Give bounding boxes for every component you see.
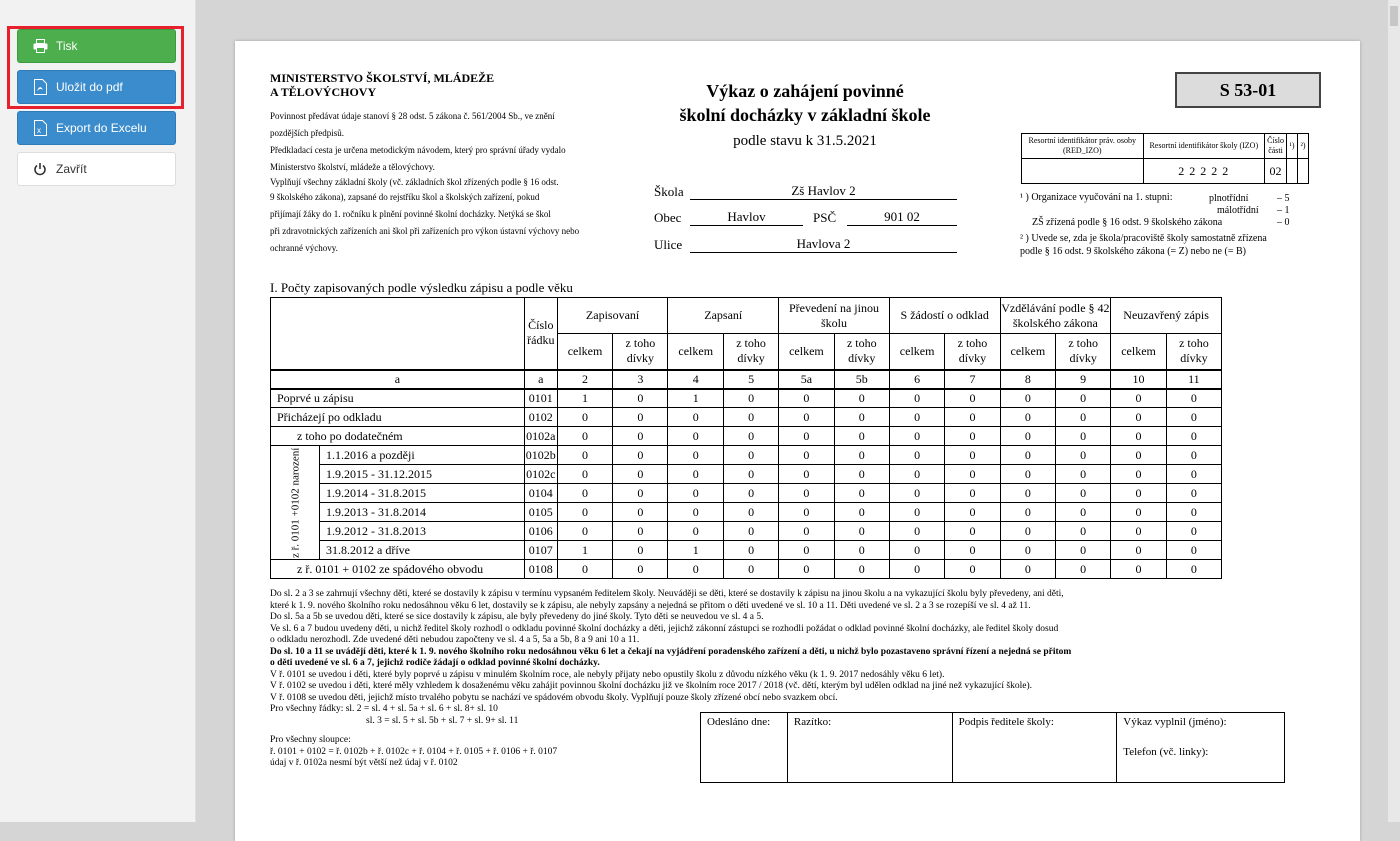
subheader-celkem: celkem <box>557 334 613 370</box>
row-code: 0108 <box>524 560 557 579</box>
instruction-line: Do sl. 2 a 3 se zahrnují všechny děti, které se dostavily k zápisu v termínu vypsaném ředitelem školy. Neuváději se děti, které se dostavily k zápisu na jinou školu a na vykazující školu byly převedeny, ani děti, <box>270 589 1064 599</box>
print-button-label: Tisk <box>56 39 78 53</box>
row-value: 0 <box>668 522 724 541</box>
subheader-celkem: celkem <box>779 334 835 370</box>
intro-line: přijímají žáky do 1. ročníku k plnění povinné školní docházky. Netýká se škol <box>270 209 551 219</box>
row-value: 0 <box>613 389 668 408</box>
row-value: 0 <box>945 541 1000 560</box>
row-value: 0 <box>1000 446 1056 465</box>
row-value: 0 <box>1111 427 1167 446</box>
row-value: 0 <box>724 503 779 522</box>
subheader-celkem: celkem <box>1000 334 1056 370</box>
column-letter: a <box>271 370 525 389</box>
page-scrollbar[interactable] <box>1388 0 1400 822</box>
instruction-line: Ve sl. 6 a 7 budou uvedeny děti, u nichž ředitel školy rozhodl o odkladu povinné školní docházky a děti, jejichž zákonní zástupci se rozhodli požádat o odklad povinné školní docházky, ale ředitel školy dosud <box>270 623 1059 634</box>
intro-line: při zdravotnických zařízeních ani škol při zařízeních pro výkon ústavní výchovy nebo <box>270 226 580 236</box>
note1-header: ¹) <box>1287 134 1298 159</box>
export-excel-label: Export do Excelu <box>56 121 147 135</box>
row-value: 0 <box>1000 503 1056 522</box>
row-value: 0 <box>613 427 668 446</box>
instruction-line: které k 1. 9. nového školního roku nedosáhnou věku 6 let, dostavily se k zápisu, ale nebyly zapsány a nejedná se přitom o děti uvedené ve sl. 10 a 11. Děti uvedené ve sl. 2 a 3 se rozepíší ve sl. 4 až 11. <box>270 600 1031 611</box>
izo-value: 2 2 2 2 2 <box>1143 159 1265 184</box>
row-code: 0106 <box>524 522 557 541</box>
row-value: 0 <box>889 503 945 522</box>
row-value: 0 <box>613 522 668 541</box>
row-value: 0 <box>834 389 889 408</box>
header-blank <box>271 298 525 370</box>
row-value: 0 <box>613 503 668 522</box>
row-value: 0 <box>1056 560 1111 579</box>
row-code: 0101 <box>524 389 557 408</box>
row-value: 0 <box>1166 560 1221 579</box>
subheader-celkem: celkem <box>889 334 945 370</box>
column-letter: 2 <box>557 370 613 389</box>
row-value: 0 <box>613 408 668 427</box>
save-pdf-label: Uložit do pdf <box>56 80 123 94</box>
row-value: 1 <box>668 541 724 560</box>
row-value: 0 <box>668 427 724 446</box>
row-value: 0 <box>1056 522 1111 541</box>
excel-file-icon <box>32 120 48 136</box>
check-line: Pro všechny řádky: sl. 2 = sl. 4 + sl. 5a + sl. 6 + sl. 8+ sl. 10 <box>270 704 498 714</box>
row-value: 0 <box>834 408 889 427</box>
signature-box <box>700 712 1285 783</box>
obec-label: Obec <box>654 210 682 225</box>
row-code: 0104 <box>524 484 557 503</box>
row-value: 0 <box>1000 389 1056 408</box>
report-subtitle: podle stavu k 31.5.2021 <box>733 133 877 149</box>
row-value: 0 <box>1166 503 1221 522</box>
row-value: 0 <box>779 484 835 503</box>
ministry-line-1: MINISTERSTVO ŠKOLSTVÍ, MLÁDEŽE <box>270 71 495 85</box>
intro-line: Předkladací cesta je určena metodickým návodem, který pro správní úřady vydalo <box>270 145 566 155</box>
row-value: 0 <box>889 484 945 503</box>
row-value: 0 <box>834 541 889 560</box>
row-value: 1 <box>668 389 724 408</box>
row-value: 0 <box>834 484 889 503</box>
svg-text:x: x <box>36 126 41 135</box>
row-value: 0 <box>1000 484 1056 503</box>
row-value: 0 <box>1000 522 1056 541</box>
ulice-value: Havlova 2 <box>690 237 957 253</box>
row-value: 0 <box>1111 560 1167 579</box>
group-header: Vzdělávání podle § 42 školského zákona <box>1000 298 1111 334</box>
skola-value: Zš Havlov 2 <box>690 184 957 200</box>
row-value: 0 <box>724 541 779 560</box>
row-value: 0 <box>668 560 724 579</box>
instruction-line: V ř. 0108 se uvedou děti, jejichž místo trvalého pobytu se nachází ve spádovém obvodu školy. Vyplňují pouze školy zřízené obcí nebo svazkem obcí. <box>270 692 838 703</box>
row-value: 0 <box>1056 408 1111 427</box>
row-value: 0 <box>889 522 945 541</box>
row-value: 0 <box>1166 522 1221 541</box>
row-value: 0 <box>1000 427 1056 446</box>
intro-line: ochranné výchovy. <box>270 243 338 253</box>
row-code: 0107 <box>524 541 557 560</box>
table-row <box>271 446 1222 465</box>
column-letter: 5b <box>834 370 889 389</box>
vykaz-cell <box>1117 713 1285 783</box>
row-label: 1.9.2012 - 31.8.2013 <box>320 522 525 541</box>
column-letter: 3 <box>613 370 668 389</box>
intro-line: Povinnost předávat údaje stanoví § 28 odst. 5 zákona č. 561/2004 Sb., ve znění <box>270 111 555 121</box>
row-value: 0 <box>1166 389 1221 408</box>
title-line-2: školní docházky v základní škole <box>679 105 931 125</box>
power-icon <box>32 161 48 177</box>
row-value: 0 <box>1056 503 1111 522</box>
row-value: 0 <box>613 446 668 465</box>
row-value: 0 <box>1166 465 1221 484</box>
izo-header: Resortní identifikátor školy (IZO) <box>1143 134 1265 159</box>
note1-value <box>1287 159 1298 184</box>
instruction-line-bold: Do sl. 10 a 11 se uvádějí děti, které k 1. 9. nového školního roku nedosáhnou věku 6 let a čekají na vyjádření poradenského zařízení a děti, u nichž bylo pozastaveno správní řízení a nejedná se přitom <box>270 646 1072 657</box>
instruction-line: V ř. 0101 se uvedou i děti, které byly poprvé u zápisu v minulém školním roce, ale nebyly přijaty nebo opustily školu z důvodu nízkého věku (k 1. 9. 2017 nedosáhly věku 6 let). <box>270 669 945 680</box>
instruction-line: o odkladu nerozhodl. Zde uvedené děti nebudou započteny ve sl. 4 a 5, 5a a 5b, 8 a 9 ani 10 a 11. <box>270 635 640 645</box>
subheader-divky: z toho dívky <box>1056 334 1111 370</box>
subheader-celkem: celkem <box>668 334 724 370</box>
instruction-line: Do sl. 5a a 5b se uvedou děti, které se sice dostavily k zápisu, ale byly převedeny do jiné školy. Tyto děti se neuvedou ve sl. 4 a 5. <box>270 612 764 622</box>
check-line: Pro všechny sloupce: <box>270 735 351 745</box>
table-row <box>271 389 1222 408</box>
group-header: Zapisovaní <box>557 298 668 334</box>
instruction-line-bold: o děti uvedené ve sl. 6 a 7, jejichž rodiče žádají o odklad povinné školní docházky. <box>270 658 600 668</box>
identifier-table <box>1021 133 1309 184</box>
row-code: 0102c <box>524 465 557 484</box>
row-value: 0 <box>1166 484 1221 503</box>
ministry-line-2: A TĚLOVÝCHOVY <box>270 85 377 99</box>
row-value: 0 <box>779 465 835 484</box>
row-value: 0 <box>1111 541 1167 560</box>
title-line-1: Výkaz o zahájení povinné <box>706 81 904 101</box>
row-value: 0 <box>668 408 724 427</box>
check-line: údaj v ř. 0102a nesmí být větší než údaj v ř. 0102 <box>270 758 458 768</box>
table-row <box>271 541 1222 560</box>
table-row <box>271 408 1222 427</box>
report-title <box>635 79 975 127</box>
column-letter: 7 <box>945 370 1000 389</box>
intro-line: Ministerstvo školství, mládeže a tělovýchovy. <box>270 162 435 172</box>
row-value: 0 <box>1056 541 1111 560</box>
row-value: 0 <box>1056 484 1111 503</box>
column-letter: 5 <box>724 370 779 389</box>
table-row <box>271 503 1222 522</box>
row-value: 0 <box>557 465 613 484</box>
row-value: 0 <box>1000 465 1056 484</box>
row-value: 0 <box>1166 541 1221 560</box>
table-row <box>271 560 1222 579</box>
row-value: 0 <box>1111 389 1167 408</box>
table-row <box>271 522 1222 541</box>
row-value: 0 <box>1111 522 1167 541</box>
row-value: 0 <box>889 541 945 560</box>
column-letter: 5a <box>779 370 835 389</box>
row-value: 1 <box>557 541 613 560</box>
cislo-radku-header: Číslo řádku <box>524 298 557 370</box>
row-value: 0 <box>724 465 779 484</box>
row-value: 0 <box>779 503 835 522</box>
row-value: 1 <box>557 389 613 408</box>
row-value: 0 <box>945 560 1000 579</box>
ulice-label: Ulice <box>654 237 683 252</box>
podpis-cell: Podpis ředitele školy: <box>952 713 1117 783</box>
row-value: 0 <box>668 465 724 484</box>
row-value: 0 <box>834 560 889 579</box>
intro-line: pozdějších předpisů. <box>270 128 344 138</box>
row-label: 31.8.2012 a dříve <box>320 541 525 560</box>
row-value: 0 <box>834 522 889 541</box>
main-table <box>270 297 1222 579</box>
org-note-plnotridni-val: – 5 <box>1277 193 1290 204</box>
row-value: 0 <box>945 446 1000 465</box>
row-value: 0 <box>889 560 945 579</box>
row-value: 0 <box>557 408 613 427</box>
row-value: 0 <box>724 427 779 446</box>
psc-value: 901 02 <box>847 210 957 226</box>
form-number: S 53-01 <box>1175 72 1321 108</box>
intro-line: 9 školského zákona), zapsané do rejstříku škol a školských zařízení, pokud <box>270 192 540 202</box>
odeslano-cell: Odesláno dne: <box>701 713 788 783</box>
column-letter: 10 <box>1111 370 1167 389</box>
row-value: 0 <box>724 389 779 408</box>
column-letter: 8 <box>1000 370 1056 389</box>
row-value: 0 <box>668 446 724 465</box>
org-note-zs-val: – 0 <box>1277 217 1290 228</box>
row-value: 0 <box>557 560 613 579</box>
row-code: 0102 <box>524 408 557 427</box>
row-value: 0 <box>1111 484 1167 503</box>
row-value: 0 <box>557 522 613 541</box>
column-letter: 6 <box>889 370 945 389</box>
row-value: 0 <box>668 503 724 522</box>
highlight-box <box>7 26 184 109</box>
section-title: I. Počty zapisovaných podle výsledku zápisu a podle věku <box>270 280 573 295</box>
row-value: 0 <box>1166 408 1221 427</box>
row-value: 0 <box>1166 446 1221 465</box>
column-letter: 9 <box>1056 370 1111 389</box>
row-value: 0 <box>889 446 945 465</box>
red-izo-value <box>1022 159 1144 184</box>
row-value: 0 <box>724 408 779 427</box>
export-excel-button[interactable] <box>17 111 176 145</box>
row-label: Poprvé u zápisu <box>271 389 525 408</box>
row-value: 0 <box>779 427 835 446</box>
row-value: 0 <box>613 484 668 503</box>
row-value: 0 <box>889 465 945 484</box>
row-value: 0 <box>779 408 835 427</box>
row-value: 0 <box>889 427 945 446</box>
row-label: Přicházejí po odkladu <box>271 408 525 427</box>
row-value: 0 <box>613 541 668 560</box>
row-value: 0 <box>945 427 1000 446</box>
report-page <box>235 41 1360 841</box>
row-value: 0 <box>1166 427 1221 446</box>
row-value: 0 <box>1056 427 1111 446</box>
row-value: 0 <box>1056 389 1111 408</box>
org-note-malotridni: málotřídní <box>1217 205 1259 216</box>
vykaz-label: Výkaz vyplnil (jméno): <box>1123 716 1227 728</box>
intro-text <box>270 108 630 257</box>
row-value: 0 <box>613 560 668 579</box>
instruction-line: V ř. 0102 se uvedou i děti, které měly vzhledem k dosaženému věku zahájit povinnou školní docházku již ve školním roce 2017 / 2018 (vč. dětí, kterým byl udělen odklad na jiné než vykazující škole). <box>270 681 1032 691</box>
row-value: 0 <box>779 446 835 465</box>
intro-line: Vyplňují všechny základní školy (vč. základních škol zřízených podle § 16 odst. <box>270 177 559 187</box>
row-value: 0 <box>1111 446 1167 465</box>
row-value: 0 <box>834 446 889 465</box>
column-letter: a <box>524 370 557 389</box>
row-value: 0 <box>779 522 835 541</box>
subheader-divky: z toho dívky <box>945 334 1000 370</box>
row-code: 0102b <box>524 446 557 465</box>
row-label: 1.9.2015 - 31.12.2015 <box>320 465 525 484</box>
psc-label: PSČ <box>813 210 837 225</box>
subheader-divky: z toho dívky <box>834 334 889 370</box>
check-line: ř. 0101 + 0102 = ř. 0102b + ř. 0102c + ř. 0104 + ř. 0105 + ř. 0106 + ř. 0107 <box>270 746 558 757</box>
subheader-divky: z toho dívky <box>613 334 668 370</box>
org-note-malotridni-val: – 1 <box>1277 205 1290 216</box>
subheader-divky: z toho dívky <box>724 334 779 370</box>
row-code: 0105 <box>524 503 557 522</box>
row-value: 0 <box>945 522 1000 541</box>
row-value: 0 <box>1000 408 1056 427</box>
row-value: 0 <box>1056 446 1111 465</box>
row-label: z ř. 0101 + 0102 ze spádového obvodu <box>271 560 525 579</box>
row-value: 0 <box>834 427 889 446</box>
note2-header: ²) <box>1298 134 1309 159</box>
group-header: Neuzavřený zápis <box>1111 298 1222 334</box>
table-row <box>271 465 1222 484</box>
row-value: 0 <box>1000 560 1056 579</box>
scrollbar-thumb[interactable] <box>1390 6 1398 26</box>
obec-value: Havlov <box>690 210 803 226</box>
table-row <box>271 484 1222 503</box>
row-value: 0 <box>1111 465 1167 484</box>
row-value: 0 <box>889 389 945 408</box>
close-button[interactable] <box>17 152 176 186</box>
table-row <box>271 427 1222 446</box>
row-value: 0 <box>613 465 668 484</box>
check-line: sl. 3 = sl. 5 + sl. 5b + sl. 7 + sl. 9+ sl. 11 <box>366 715 519 726</box>
school-note-2: podle § 16 odst. 9 školského zákona (= Z) nebo ne (= B) <box>1020 246 1246 257</box>
row-label: 1.1.2016 a později <box>320 446 525 465</box>
red-izo-header: Resortní identifikátor práv. osoby (RED_IZO) <box>1022 134 1144 159</box>
note2-value <box>1298 159 1309 184</box>
telefon-label: Telefon (vč. linky): <box>1123 746 1209 758</box>
close-button-label: Zavřít <box>56 162 87 176</box>
row-value: 0 <box>779 560 835 579</box>
row-value: 0 <box>668 484 724 503</box>
row-value: 0 <box>557 484 613 503</box>
row-value: 0 <box>945 484 1000 503</box>
group-header: Zapsaní <box>668 298 779 334</box>
row-value: 0 <box>834 503 889 522</box>
row-value: 0 <box>1056 465 1111 484</box>
group-header: S žádostí o odklad <box>889 298 1000 334</box>
row-value: 0 <box>724 522 779 541</box>
row-value: 0 <box>724 560 779 579</box>
row-value: 0 <box>945 408 1000 427</box>
row-value: 0 <box>724 446 779 465</box>
row-value: 0 <box>945 465 1000 484</box>
row-value: 0 <box>779 541 835 560</box>
row-label: 1.9.2014 - 31.8.2015 <box>320 484 525 503</box>
action-sidebar <box>0 0 196 822</box>
row-value: 0 <box>1000 541 1056 560</box>
row-value: 0 <box>557 427 613 446</box>
subheader-divky: z toho dívky <box>1166 334 1221 370</box>
cast-value: 02 <box>1265 159 1287 184</box>
row-value: 0 <box>945 389 1000 408</box>
row-label: 1.9.2013 - 31.8.2014 <box>320 503 525 522</box>
row-value: 0 <box>1111 408 1167 427</box>
row-value: 0 <box>889 408 945 427</box>
row-value: 0 <box>557 503 613 522</box>
org-note: ¹ ) Organizace vyučování na 1. stupni: <box>1020 192 1173 203</box>
org-note-zs: ZŠ zřízená podle § 16 odst. 9 školského zákona <box>1032 217 1223 228</box>
row-value: 0 <box>834 465 889 484</box>
row-value: 0 <box>779 389 835 408</box>
column-letter: 11 <box>1166 370 1221 389</box>
row-value: 0 <box>945 503 1000 522</box>
ministry-heading <box>270 71 570 99</box>
row-label: z toho po dodatečném <box>271 427 525 446</box>
skola-label: Škola <box>654 184 684 199</box>
razitko-cell: Razítko: <box>787 713 952 783</box>
column-letter: 4 <box>668 370 724 389</box>
row-value: 0 <box>1111 503 1167 522</box>
school-note-1: ² ) Uvede se, zda je škola/pracoviště školy samostatně zřízena <box>1020 233 1267 244</box>
cast-header: Číslo části <box>1265 134 1287 159</box>
group-header: Převedení na jinou školu <box>779 298 890 334</box>
row-code: 0102a <box>524 427 557 446</box>
birth-group-label: z ř. 0101 +0102 narození <box>271 446 320 560</box>
subheader-celkem: celkem <box>1111 334 1167 370</box>
row-value: 0 <box>557 446 613 465</box>
org-note-plnotridni: plnotřídní <box>1209 193 1249 204</box>
row-value: 0 <box>724 484 779 503</box>
